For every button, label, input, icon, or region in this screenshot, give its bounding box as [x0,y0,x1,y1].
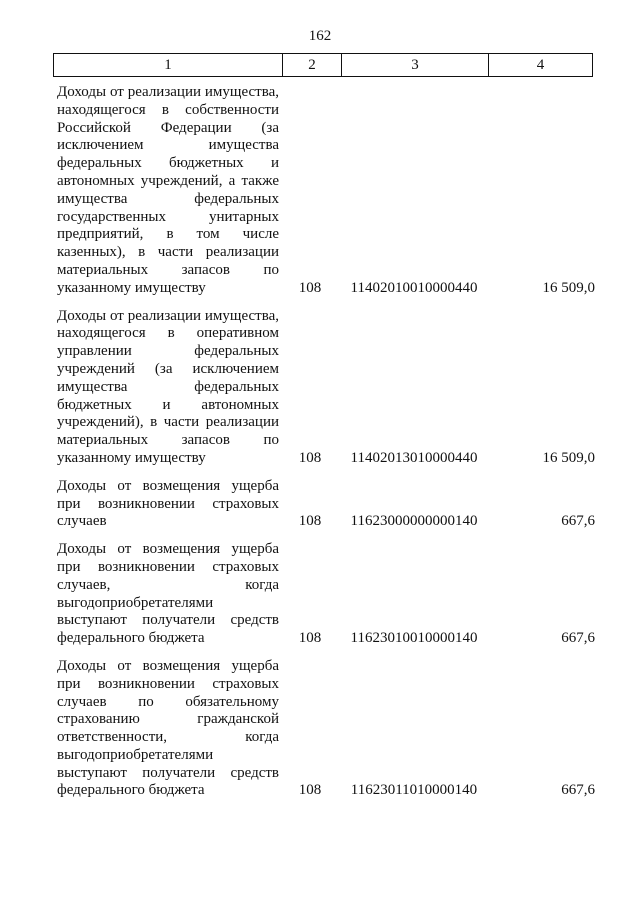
row-col2: 108 [298,449,322,466]
table-row [57,541,597,648]
row-amount: 16 509,0 [542,449,595,466]
row-amount: 667,6 [561,513,595,530]
row-col2: 108 [298,630,322,647]
row-description: Доходы от возмещения ущерба при возникновении страховых случаев, когда выгодоприобретателями выступают получатели средств федерального бюджета [57,541,279,647]
row-code: 11623011010000140 [350,782,478,799]
row-col2: 108 [298,513,322,530]
page-number: 162 [308,28,332,44]
table-row [57,478,597,531]
table-row [57,308,597,468]
row-code: 11623000000000140 [350,513,478,530]
row-code: 11402010010000440 [350,279,478,296]
column-header-row [54,54,593,77]
table-row [57,658,597,800]
column-header-3: 3 [342,54,489,77]
row-amount: 667,6 [561,630,595,647]
column-header-4: 4 [489,54,593,77]
column-header-2: 2 [283,54,342,77]
row-description: Доходы от реализации имущества, находящегося в оперативном управлении федеральных учреждений (за исключением имущества федеральных бюджетных и автономных учреждений), в части реализации материальных запасов по указанному имуществу [57,307,279,466]
row-col2: 108 [298,782,322,799]
row-amount: 16 509,0 [542,279,595,296]
table-body [57,84,597,810]
row-description: Доходы от возмещения ущерба при возникновении страховых случаев [57,477,279,530]
row-code: 11623010010000140 [350,630,478,647]
row-code: 11402013010000440 [350,449,478,466]
row-description: Доходы от возмещения ущерба при возникновении страховых случаев по обязательному страхованию гражданской ответственности, когда выгодоприобретателями выступают получатели средств федерального бюджета [57,657,279,799]
row-description: Доходы от реализации имущества, находящегося в собственности Российской Федерации (за исключением имущества федеральных бюджетных и автономных учреждений, а также имущества федеральных государственных унитарных предприятий, в том числе казенных), в части реализации материальных запасов по указанному имуществу [57,84,279,296]
row-amount: 667,6 [561,782,595,799]
row-col2: 108 [298,279,322,296]
column-header-table [53,53,593,77]
table-row [57,84,597,298]
column-header-1: 1 [54,54,283,77]
